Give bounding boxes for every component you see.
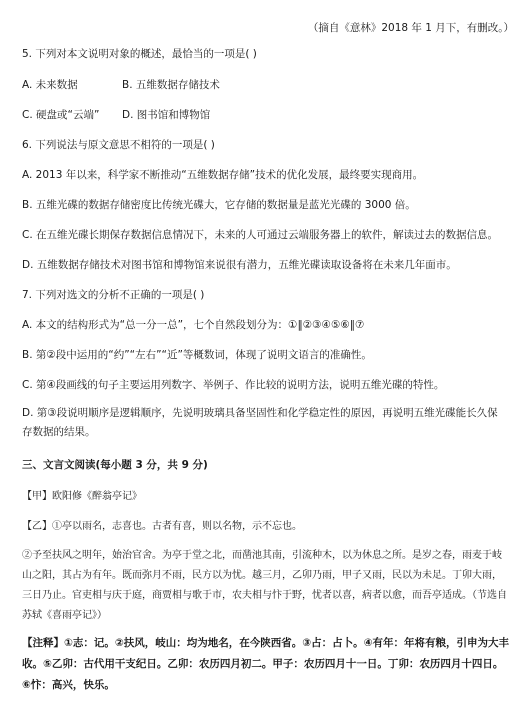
question-6-option-b: B. 五维光碟的数据存储密度比传统光碟大，它存储的数据量是蓝光光碟的 3000 倍。 [22, 199, 416, 211]
passage-jia-title: 【甲】欧阳修《醉翁亭记》 [22, 491, 142, 502]
annotation-notes: 【注释】①志：记。②扶风，岐山：均为地名，在今陕西省。③占：占卜。④有年：年将有粮，引申为大丰收。⑤乙卯：古代用干支纪日。乙卯：农历四月初二。甲子：农历四月十一日。丁卯：农历四月十四日。⑥忭：高兴，快乐。 [22, 637, 510, 691]
question-7-option-c: C. 第④段画线的句子主要运用列数字、举例子、作比较的说明方法，说明五维光碟的特性。 [22, 379, 445, 391]
question-6-stem: 6. 下列说法与原文意思不相符的一项是( ) [22, 139, 215, 151]
question-5-stem: 5. 下列对本文说明对象的概述，最恰当的一项是( ) [22, 48, 257, 60]
passage-yi-para-2: ②予至扶风之明年，始治官舍。为亭于堂之北，而凿池其南，引流种木，以为休息之所。是岁之春，雨麦于岐山之阳，其占为有年。既而弥月不雨，民方以为忧。越三月，乙卯乃雨，甲子又雨，民以为未足。丁卯大雨，三日乃止。官吏相与庆于庭，商贾相与歌于市，农夫相与忭于野，忧者以喜，病者以愈，而吾亭适成。（节选自苏轼《喜雨亭记》） [22, 550, 507, 621]
question-7-option-d: D. 第③段说明顺序是逻辑顺序，先说明玻璃具备坚固性和化学稳定性的原因，再说明五维光碟能长久保存数据的结果。 [22, 407, 498, 438]
passage-yi-para-1: 【乙】①亭以雨名，志喜也。古者有喜，则以名物，示不忘也。 [22, 521, 302, 532]
source-citation: （摘自《意林》2018 年 1 月下，有删改。） [307, 22, 514, 34]
question-6-option-c: C. 在五维光碟长期保存数据信息情况下，未来的人可通过云端服务器上的软件，解读过去的数据信息。 [22, 229, 499, 241]
question-5-option-b: B. 五维数据存储技术 [122, 79, 220, 91]
question-7-option-a: A. 本文的结构形式为“总一分一总”，七个自然段划分为：①‖②③④⑤⑥‖⑦ [22, 319, 365, 331]
question-7-option-b: B. 第②段中运用的“约”“左右”“近”等概数词，体现了说明文语言的准确性。 [22, 349, 372, 361]
question-5-option-a: A. 未来数据 [22, 79, 78, 91]
question-7-stem: 7. 下列对选文的分析不正确的一项是( ) [22, 289, 205, 301]
question-6-option-a: A. 2013 年以来，科学家不断推动“五维数据存储”技术的优化发展，最终要实现商用。 [22, 169, 424, 181]
question-6-option-d: D. 五维数据存储技术对图书馆和博物馆来说很有潜力，五维光碟读取设备将在未来几年面市。 [22, 259, 457, 271]
question-5-option-c: C. 硬盘或“云端” [22, 109, 100, 121]
question-5-option-d: D. 图书馆和博物馆 [122, 109, 211, 121]
section-3-heading: 三、文言文阅读(每小题 3 分，共 9 分) [22, 459, 208, 471]
